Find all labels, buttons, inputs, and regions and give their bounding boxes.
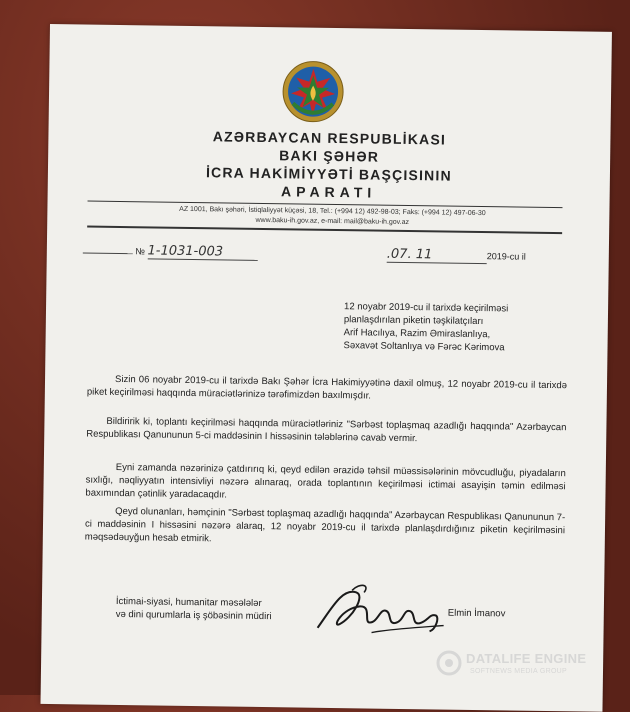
document-year: 2019-cu il	[486, 251, 526, 262]
datalife-logo-icon	[436, 650, 462, 676]
contact-line: www.baku-ih.gov.az, e-mail: mail@baku-ih.gov.az	[255, 216, 410, 227]
handwritten-signature	[311, 578, 452, 640]
body-paragraph-4: Qeyd olunanları, həmçinin "Sərbəst toplaşmaq azadlığı haqqında" Azərbaycan Respublikası Qanununun 7-ci maddəsinin I hissəsini nəzərə alaraq, 12 noyabr 2019-cu il tarixdə planlaşdırdığınız piketin keçirilməsini məqsədəuyğun hesab etmirik.	[84, 505, 566, 545]
addressee-line: Səxavət Soltanlıya və Fərəc Kərimova	[343, 340, 505, 354]
document-date: .07. 11	[387, 247, 487, 264]
document-date-field	[387, 247, 526, 265]
azerbaijan-emblem-icon	[281, 59, 346, 124]
addressee-line: planlaşdırılan piketin təşkilatçıları	[343, 314, 484, 328]
addressee-block	[343, 300, 564, 355]
watermark-subtitle: SOFTNEWS MEDIA GROUP	[470, 668, 568, 675]
header-authority: İCRA HAKİMİYYƏTİ BAŞÇISININ	[205, 164, 452, 184]
document-number-field	[83, 242, 258, 260]
header-country: AZƏRBAYCAN RESPUBLİKASI	[212, 128, 447, 148]
signatory-title	[116, 595, 272, 623]
signatory-title-line: və dini qurumlarla iş şöbəsinin müdiri	[115, 608, 272, 623]
signatory-title-line: İctimai-siyasi, humanitar məsələlər	[115, 595, 262, 610]
addressee-line: Arif Hacılıya, Razim Əmiraslanlıya,	[343, 327, 491, 341]
site-watermark	[436, 648, 616, 684]
body-paragraph-3: Eyni zamanda nəzərinizə çatdırırıq ki, qeyd edilən ərazidə təhsil müəssisələrinin mövcudluğu, piyadaların sıxlığı, nəqliyyatın intensivliyi nəzərə alınaraq, orada toplantının keçirilməsi ictimai asayişin təmin edilməsi baxımından çətinlik yaradacaqdır.	[85, 461, 566, 501]
document-number: 1-1031-003	[147, 243, 257, 261]
signatory-name: Elmin İmanov	[447, 607, 506, 620]
letter-page	[41, 24, 612, 712]
watermark-title: DATALIFE ENGINE	[466, 651, 587, 666]
addressee-line: 12 noyabr 2019-cu il tarixdə keçirilməsi	[344, 301, 509, 315]
body-paragraph-2: Bildiririk ki, toplantı keçirilməsi haqqında müraciətləriniz "Sərbəst toplaşmaq azadlığı haqqında" Azərbaycan Respublikası Qanununun 5-ci maddəsinin I hissəsinin tələblərinə cavab vermir.	[86, 415, 567, 445]
body-paragraph-1: Sizin 06 noyabr 2019-cu il tarixdə Bakı Şəhər İcra Hakimiyyətinə daxil olmuş, 12 noyabr 2019-cu il tarixdə piket keçirilməsi haqqında müraciətlərinizə tərəfimizdən baxılmışdır.	[86, 373, 568, 402]
header-city: BAKI ŞƏHƏR	[279, 147, 380, 165]
address-line: AZ 1001, Bakı şəhəri, İstiqlaliyyət küçəsi, 18, Tel.: (+994 12) 492-98-03; Faks: (+994 12) 497-06-30	[179, 205, 486, 218]
header-apparatus: APARATI	[280, 183, 377, 201]
number-label: №	[135, 246, 146, 257]
